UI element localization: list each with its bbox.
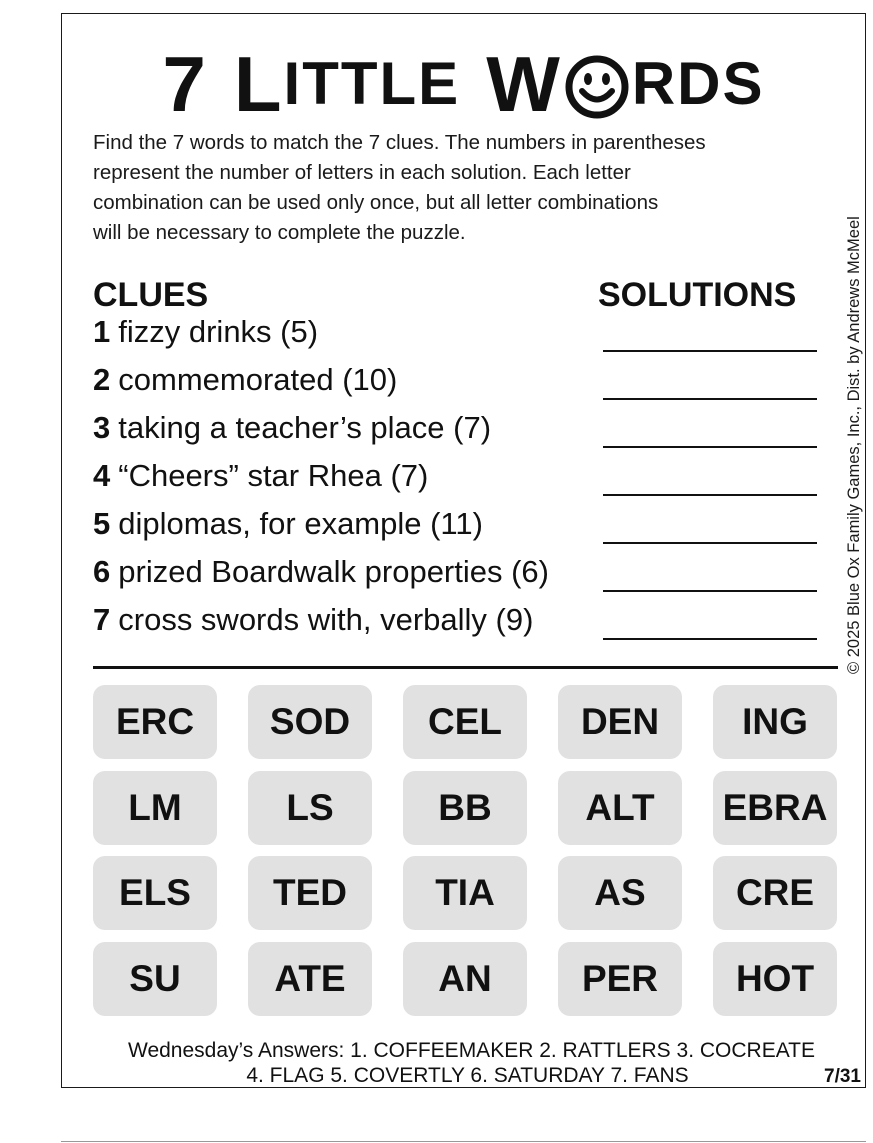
- letter-tile[interactable]: BB: [403, 771, 527, 845]
- title-number: 7: [162, 40, 208, 128]
- clues-header: CLUES: [93, 276, 209, 314]
- clue-number: 5: [93, 506, 111, 541]
- title-word1-rest: ITTLE: [283, 50, 461, 117]
- bottom-rule: [61, 1141, 866, 1142]
- letter-tile[interactable]: ING: [713, 685, 837, 759]
- clue-row: [93, 458, 428, 498]
- letter-tile[interactable]: ELS: [93, 856, 217, 930]
- clue-row: [93, 602, 533, 642]
- clue-number: 6: [93, 554, 111, 589]
- previous-answers: [62, 1038, 865, 1088]
- clue-text: cross swords with, verbally (9): [118, 602, 534, 637]
- letter-tile[interactable]: CRE: [713, 856, 837, 930]
- letter-tile[interactable]: DEN: [558, 685, 682, 759]
- answers-line-1: Wednesday’s Answers: 1. COFFEEMAKER 2. RATTLERS 3. COCREATE: [128, 1039, 815, 1062]
- clue-text: diplomas, for example (11): [118, 506, 483, 541]
- letter-tile[interactable]: ATE: [248, 942, 372, 1016]
- letter-tile[interactable]: SOD: [248, 685, 372, 759]
- smiley-face-icon: [564, 54, 630, 120]
- puzzle-date: 7/31: [824, 1066, 861, 1087]
- clue-row: [93, 410, 491, 450]
- solution-blank-5[interactable]: [603, 542, 817, 544]
- letter-tile[interactable]: TED: [248, 856, 372, 930]
- clue-row: [93, 314, 318, 354]
- clue-number: 7: [93, 602, 111, 637]
- clue-row: [93, 554, 549, 594]
- letter-tile[interactable]: CEL: [403, 685, 527, 759]
- clue-text: fizzy drinks (5): [118, 314, 319, 349]
- clue-row: [93, 506, 483, 546]
- clue-text: taking a teacher’s place (7): [118, 410, 492, 445]
- clue-number: 3: [93, 410, 111, 445]
- copyright-credit: © 2025 Blue Ox Family Games, Inc., Dist. by Andrews McMeel: [845, 216, 863, 674]
- letter-tile[interactable]: PER: [558, 942, 682, 1016]
- solution-blank-4[interactable]: [603, 494, 817, 496]
- clue-number: 4: [93, 458, 111, 493]
- letter-tile[interactable]: LM: [93, 771, 217, 845]
- solution-blank-6[interactable]: [603, 590, 817, 592]
- letter-tile[interactable]: ERC: [93, 685, 217, 759]
- letter-tile[interactable]: SU: [93, 942, 217, 1016]
- solution-blank-2[interactable]: [603, 398, 817, 400]
- letter-tile[interactable]: LS: [248, 771, 372, 845]
- letter-tile[interactable]: HOT: [713, 942, 837, 1016]
- clue-row: [93, 362, 397, 402]
- solutions-header: SOLUTIONS: [598, 276, 797, 314]
- letter-tile[interactable]: AN: [403, 942, 527, 1016]
- title-word2-initial: W: [486, 40, 562, 128]
- solution-blank-7[interactable]: [603, 638, 817, 640]
- section-divider: [93, 666, 838, 669]
- title-word1-initial: L: [233, 40, 284, 128]
- letter-tile[interactable]: TIA: [403, 856, 527, 930]
- clue-text: prized Boardwalk properties (6): [118, 554, 549, 589]
- instructions-text: Find the 7 words to match the 7 clues. The numbers in parentheses represent the number of letters in each solution. Each letter combination can be used only once, but all letter combinations will be necessary to complete the puzzle.: [93, 131, 706, 244]
- clue-text: commemorated (10): [118, 362, 398, 397]
- letter-tile[interactable]: ALT: [558, 771, 682, 845]
- letter-tile[interactable]: EBRA: [713, 771, 837, 845]
- clue-text: “Cheers” star Rhea (7): [118, 458, 429, 493]
- puzzle-title: [62, 34, 865, 134]
- answers-line-2: 4. FLAG 5. COVERTLY 6. SATURDAY 7. FANS: [246, 1064, 689, 1087]
- solution-blank-3[interactable]: [603, 446, 817, 448]
- title-word2-rest: RDS: [631, 50, 765, 117]
- clue-number: 2: [93, 362, 111, 397]
- solution-blank-1[interactable]: [603, 350, 817, 352]
- clue-number: 1: [93, 314, 111, 349]
- letter-tile[interactable]: AS: [558, 856, 682, 930]
- puzzle-frame: [61, 13, 866, 1088]
